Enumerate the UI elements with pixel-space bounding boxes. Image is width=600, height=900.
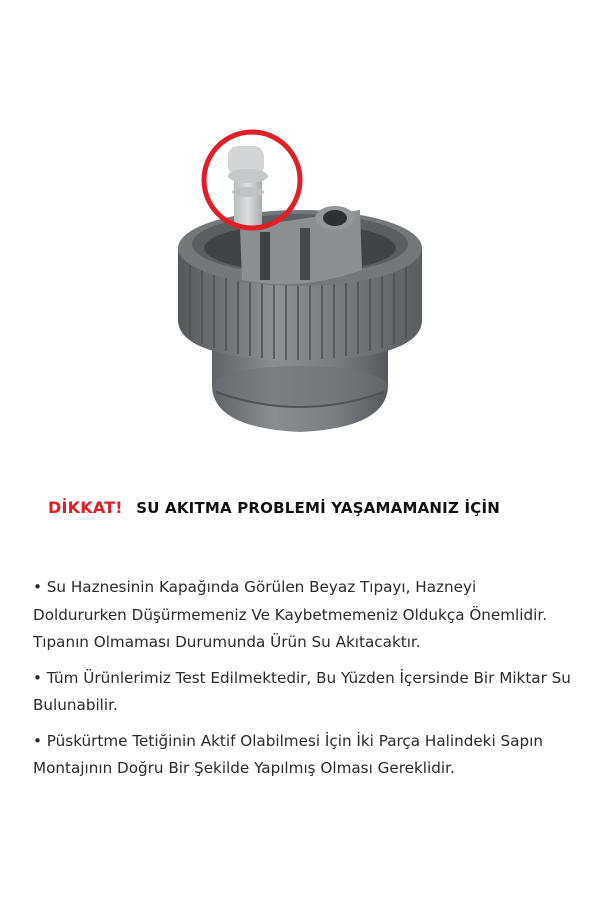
notes-list: [33, 574, 573, 791]
warning-accent: DİKKAT!: [48, 498, 123, 517]
warning-title: SU AKITMA PROBLEMİ YAŞAMAMANIZ İÇİN: [136, 499, 500, 517]
product-photo-cap: [150, 110, 450, 450]
note-item: • Tüm Ürünlerimiz Test Edilmektedir, Bu Yüzden İçersinde Bir Miktar Su Bulunabilir.: [33, 668, 571, 714]
water-tank-cap-illustration: [150, 110, 450, 450]
warning-heading: [48, 498, 568, 517]
note-item: • Püskürtme Tetiğinin Aktif Olabilmesi İçin İki Parça Halindeki Sapın Montajının Doğru Bir Şekilde Yapılmış Olması Gereklidir.: [33, 731, 543, 777]
note-item: • Su Haznesinin Kapağında Görülen Beyaz Tıpayı, Hazneyi Doldururken Düşürmemeniz Ve Kaybetmemeniz Oldukça Önemlidir. Tıpanın Olmaması Durumunda Ürün Su Akıtacaktır.: [33, 578, 548, 651]
white-stopper: [228, 146, 268, 228]
